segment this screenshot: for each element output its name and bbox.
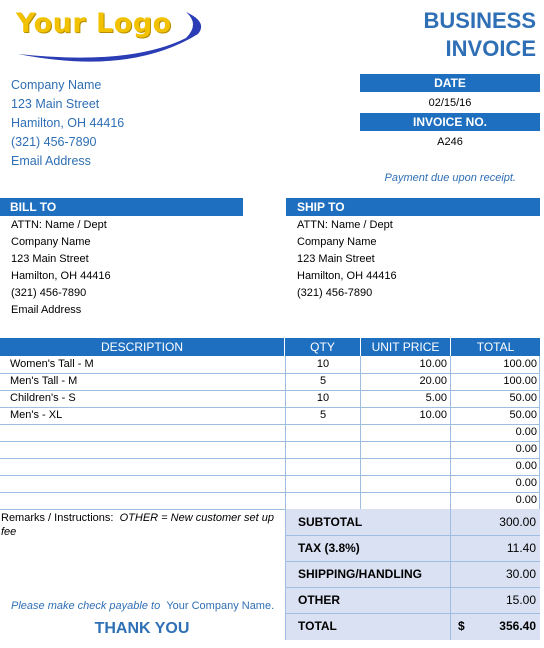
shipping-row [286,561,540,588]
invoice-title [336,7,536,63]
other-row [286,587,540,614]
row-unit-price [361,424,447,441]
col-divider-unit-price [360,356,361,509]
col-header-total: TOTAL [451,338,540,356]
logo-text: Your Logo [16,8,172,39]
row-total: 0.00 [515,494,537,506]
row-qty [286,492,360,509]
row-description: Children's - S [10,392,76,404]
table-row [0,441,540,459]
ship-to-city: Hamilton, OH 44416 [297,270,397,282]
company-phone: (321) 456-7890 [11,135,97,149]
row-qty [286,424,360,441]
ship-to-attn: ATTN: Name / Dept [297,219,393,231]
row-total: 0.00 [515,426,537,438]
table-row [0,424,540,442]
date-label: DATE [434,76,466,90]
table-right-border [539,356,540,509]
col-divider-qty [285,356,286,509]
check-note-company: Your Company Name. [166,600,275,612]
table-row [0,373,540,391]
row-unit-price: 20.00 [419,375,447,387]
subtotal-row [286,509,540,536]
company-street: 123 Main Street [11,97,100,111]
date-header [360,74,540,92]
company-email: Email Address [11,154,91,168]
tax-value: 11.40 [506,541,536,555]
col-header-description: DESCRIPTION [0,338,284,356]
company-city: Hamilton, OH 44416 [11,116,125,130]
row-qty: 10 [316,358,330,370]
row-qty: 5 [319,375,327,387]
ship-to-phone: (321) 456-7890 [297,287,373,299]
bill-to-label: BILL TO [10,200,57,214]
company-block [11,76,124,171]
row-unit-price [361,475,447,492]
remarks [1,511,281,539]
ship-to-address [297,217,397,302]
ship-to-company: Company Name [297,236,377,248]
other-label: OTHER [298,593,340,607]
grand-total-row [286,613,540,639]
invoice-title-line1: BUSINESS [423,8,536,33]
table-row [0,390,540,408]
row-description: Men's Tall - M [10,375,78,387]
invoice-no-header [360,113,540,131]
subtotal-value: 300.00 [499,515,536,529]
table-row [0,492,540,510]
invoice-title-line2: INVOICE [445,36,536,61]
table-row [0,475,540,493]
table-row [0,458,540,476]
bill-to-street: 123 Main Street [11,253,89,265]
col-header-unit-price: UNIT PRICE [361,338,450,356]
check-note [11,600,281,612]
grand-total-value: 356.40 [499,619,536,633]
row-total: 100.00 [503,375,537,387]
row-total: 0.00 [515,460,537,472]
grand-total-label: TOTAL [298,619,337,633]
row-qty [286,458,360,475]
other-value: 15.00 [505,593,536,607]
col-header-qty: QTY [285,338,360,356]
row-qty [286,475,360,492]
row-unit-price [361,458,447,475]
row-qty: 10 [316,392,330,404]
date-value: 02/15/16 [428,97,472,109]
payment-note: Payment due upon receipt. [384,172,516,184]
ship-to-label: SHIP TO [297,200,345,214]
row-total: 50.00 [509,392,537,404]
row-unit-price [361,492,447,509]
bill-to-company: Company Name [11,236,91,248]
check-note-prefix: Please make check payable to [11,600,161,612]
remarks-label: Remarks / Instructions: [1,512,114,524]
row-description [10,475,280,492]
subtotal-label: SUBTOTAL [298,515,363,529]
row-unit-price: 10.00 [419,409,447,421]
table-row [0,356,540,374]
tax-label: TAX (3.8%) [298,541,360,555]
row-total: 0.00 [515,477,537,489]
row-description [10,441,280,458]
invoice-no-label: INVOICE NO. [412,115,487,129]
row-description [10,492,280,509]
shipping-value: 30.00 [505,567,536,581]
bill-to-address [11,217,111,319]
row-unit-price: 5.00 [425,392,447,404]
invoice-no-value: A246 [437,136,463,148]
logo [10,4,210,64]
ship-to-street: 123 Main Street [297,253,375,265]
shipping-label: SHIPPING/HANDLING [298,567,423,581]
thank-you: THANK YOU [94,620,190,637]
row-description: Women's Tall - M [10,358,94,370]
row-description: Men's - XL [10,409,63,421]
row-qty [286,441,360,458]
row-unit-price [361,441,447,458]
row-qty: 5 [319,409,327,421]
row-description [10,424,280,441]
row-total: 50.00 [509,409,537,421]
bill-to-email: Email Address [11,304,82,316]
table-row [0,407,540,425]
bill-to-city: Hamilton, OH 44416 [11,270,111,282]
company-name: Company Name [11,78,102,92]
row-description [10,458,280,475]
remarks-text: OTHER = New customer set up fee [1,512,274,538]
bill-to-header [0,198,243,216]
col-divider-total [450,356,451,509]
tax-row [286,535,540,562]
currency-symbol: $ [458,619,465,633]
row-total: 100.00 [503,358,537,370]
row-total: 0.00 [515,443,537,455]
bill-to-attn: ATTN: Name / Dept [11,219,107,231]
ship-to-header [286,198,540,216]
row-unit-price: 10.00 [419,358,447,370]
bill-to-phone: (321) 456-7890 [11,287,87,299]
